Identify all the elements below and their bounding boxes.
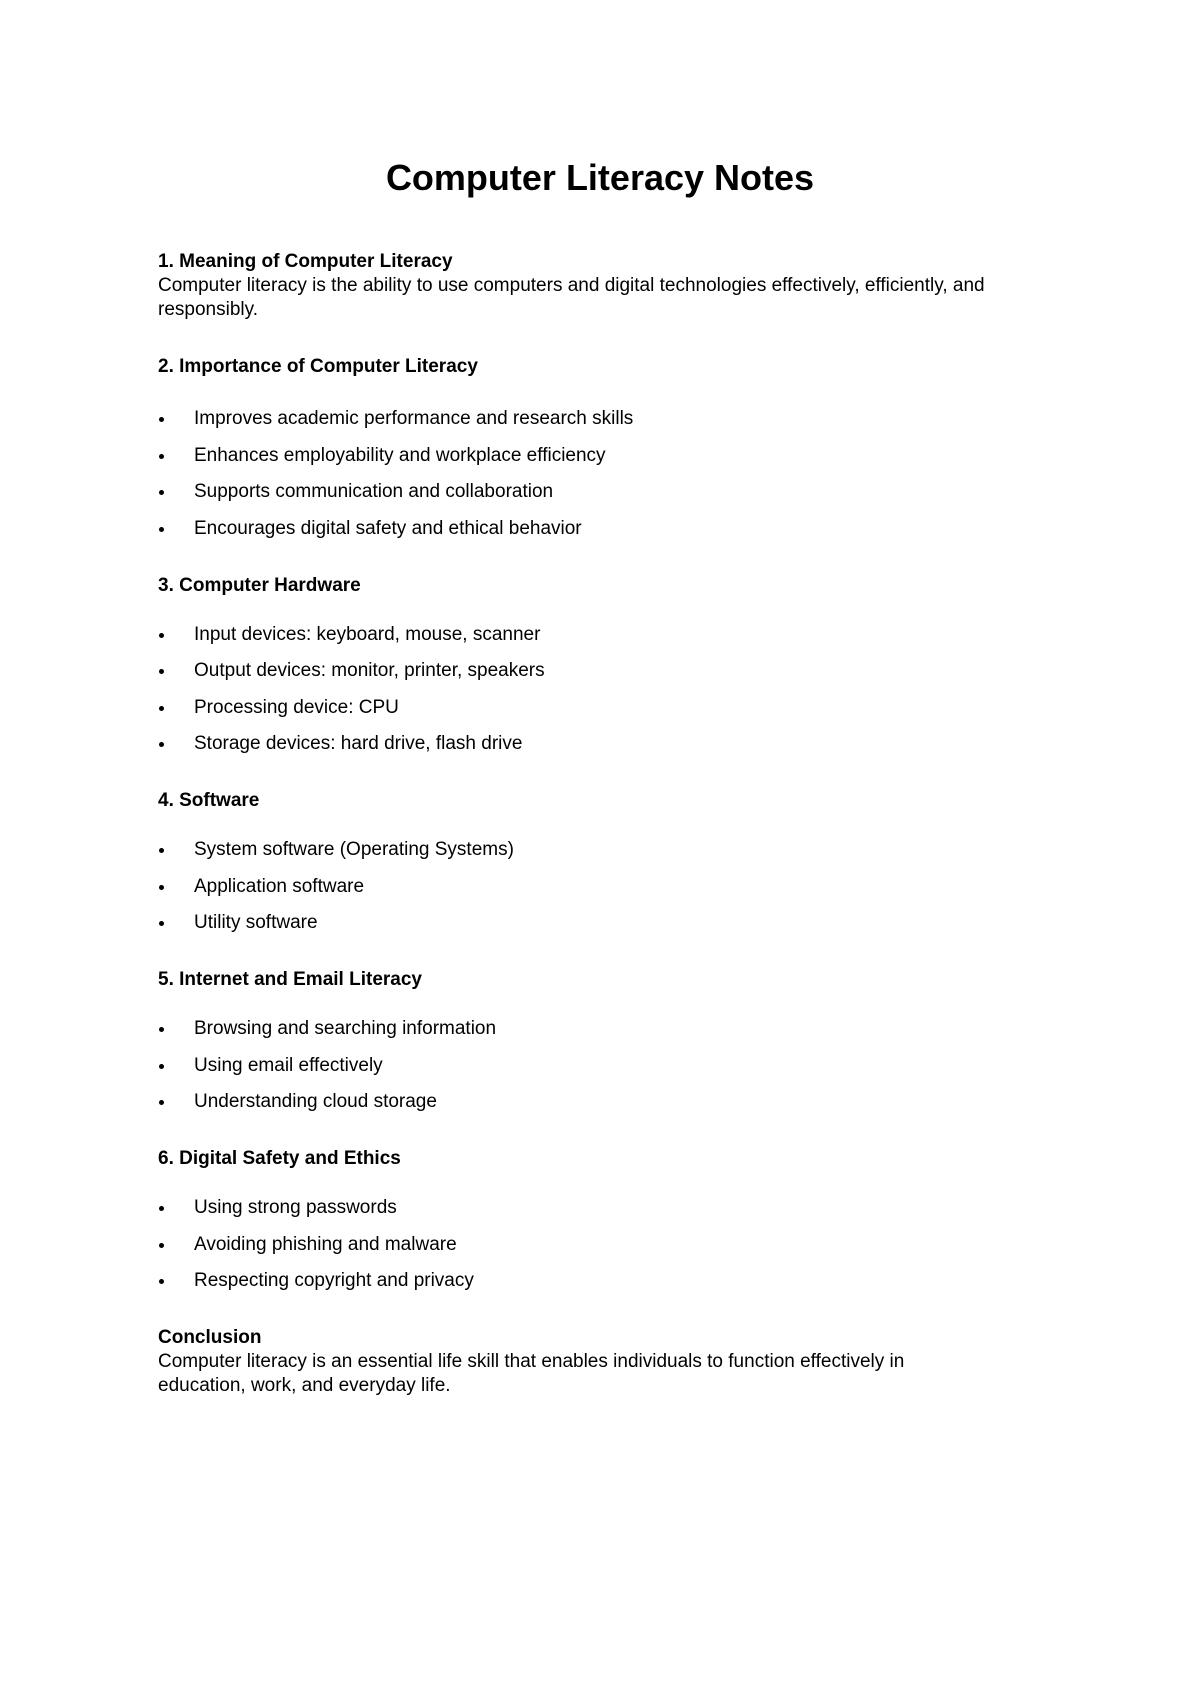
safety-list: [158, 1196, 1058, 1293]
bullet-icon: [159, 1027, 164, 1032]
bullet-icon: [159, 706, 164, 711]
bullet-icon: [159, 1100, 164, 1105]
list-item: [158, 1196, 1058, 1220]
list-item-text: Utility software: [194, 912, 318, 933]
list-item: [158, 1017, 1058, 1041]
bullet-icon: [159, 1279, 164, 1284]
list-item-text: System software (Operating Systems): [194, 839, 514, 860]
document-body: [158, 250, 1058, 1398]
list-item: [158, 696, 1058, 720]
list-item: [158, 1090, 1058, 1114]
list-item: [158, 911, 1058, 935]
list-item-text: Understanding cloud storage: [194, 1091, 437, 1112]
bullet-icon: [159, 454, 164, 459]
list-item-text: Using email effectively: [194, 1054, 383, 1076]
bullet-icon: [159, 921, 164, 926]
section-heading-importance: 2. Importance of Computer Literacy: [158, 356, 478, 377]
list-item-text: Enhances employability and workplace efficiency: [194, 444, 606, 466]
list-item: [158, 623, 1058, 647]
software-list: [158, 838, 1058, 935]
list-item: [158, 1233, 1058, 1257]
list-item-text: Encourages digital safety and ethical behavior: [194, 517, 582, 539]
bullet-icon: [159, 1064, 164, 1069]
bullet-icon: [159, 633, 164, 638]
bullet-icon: [159, 417, 164, 422]
list-item-text: Input devices: keyboard, mouse, scanner: [194, 623, 541, 645]
bullet-icon: [159, 1243, 164, 1248]
list-item-text: Using strong passwords: [194, 1197, 397, 1218]
section-heading-meaning: 1. Meaning of Computer Literacy: [158, 251, 453, 272]
section-heading-hardware: 3. Computer Hardware: [158, 574, 361, 596]
importance-list: [158, 407, 1058, 541]
bullet-icon: [159, 848, 164, 853]
list-item: [158, 875, 1058, 899]
list-item-text: Processing device: CPU: [194, 696, 399, 718]
list-item: [158, 480, 1058, 504]
conclusion-heading: Conclusion: [158, 1327, 262, 1348]
section-heading-software: 4. Software: [158, 790, 260, 811]
list-item: [158, 838, 1058, 862]
bullet-icon: [159, 742, 164, 747]
bullet-icon: [159, 885, 164, 890]
list-item: [158, 444, 1058, 468]
list-item-text: Application software: [194, 875, 365, 897]
page-title: Computer Literacy Notes: [385, 157, 815, 198]
conclusion-line: Computer literacy is an essential life skill that enables individuals to function effectively in: [158, 1351, 905, 1372]
list-item: [158, 517, 1058, 541]
list-item: [158, 407, 1058, 431]
bullet-icon: [159, 1206, 164, 1211]
list-item-text: Supports communication and collaboration: [194, 481, 554, 502]
list-item-text: Browsing and searching information: [194, 1018, 497, 1039]
hardware-list: [158, 623, 1058, 757]
list-item-text: Improves academic performance and research skills: [194, 408, 634, 429]
list-item: [158, 732, 1058, 756]
section-heading-safety: 6. Digital Safety and Ethics: [158, 1148, 401, 1169]
list-item: [158, 659, 1058, 683]
bullet-icon: [159, 669, 164, 674]
list-item: [158, 1269, 1058, 1293]
list-item-text: Output devices: monitor, printer, speakers: [194, 660, 545, 681]
section-text-meaning: Computer literacy is the ability to use computers and digital technologies effectively, efficiently, and responsibly.: [158, 275, 985, 320]
list-item-text: Storage devices: hard drive, flash drive: [194, 733, 523, 754]
conclusion-line: education, work, and everyday life.: [158, 1375, 451, 1396]
internet-list: [158, 1017, 1058, 1114]
list-item-text: Avoiding phishing and malware: [194, 1233, 457, 1255]
list-item-text: Respecting copyright and privacy: [194, 1270, 474, 1291]
section-heading-internet: 5. Internet and Email Literacy: [158, 969, 422, 990]
bullet-icon: [159, 527, 164, 532]
bullet-icon: [159, 490, 164, 495]
list-item: [158, 1054, 1058, 1078]
conclusion-text: [158, 1350, 1058, 1398]
